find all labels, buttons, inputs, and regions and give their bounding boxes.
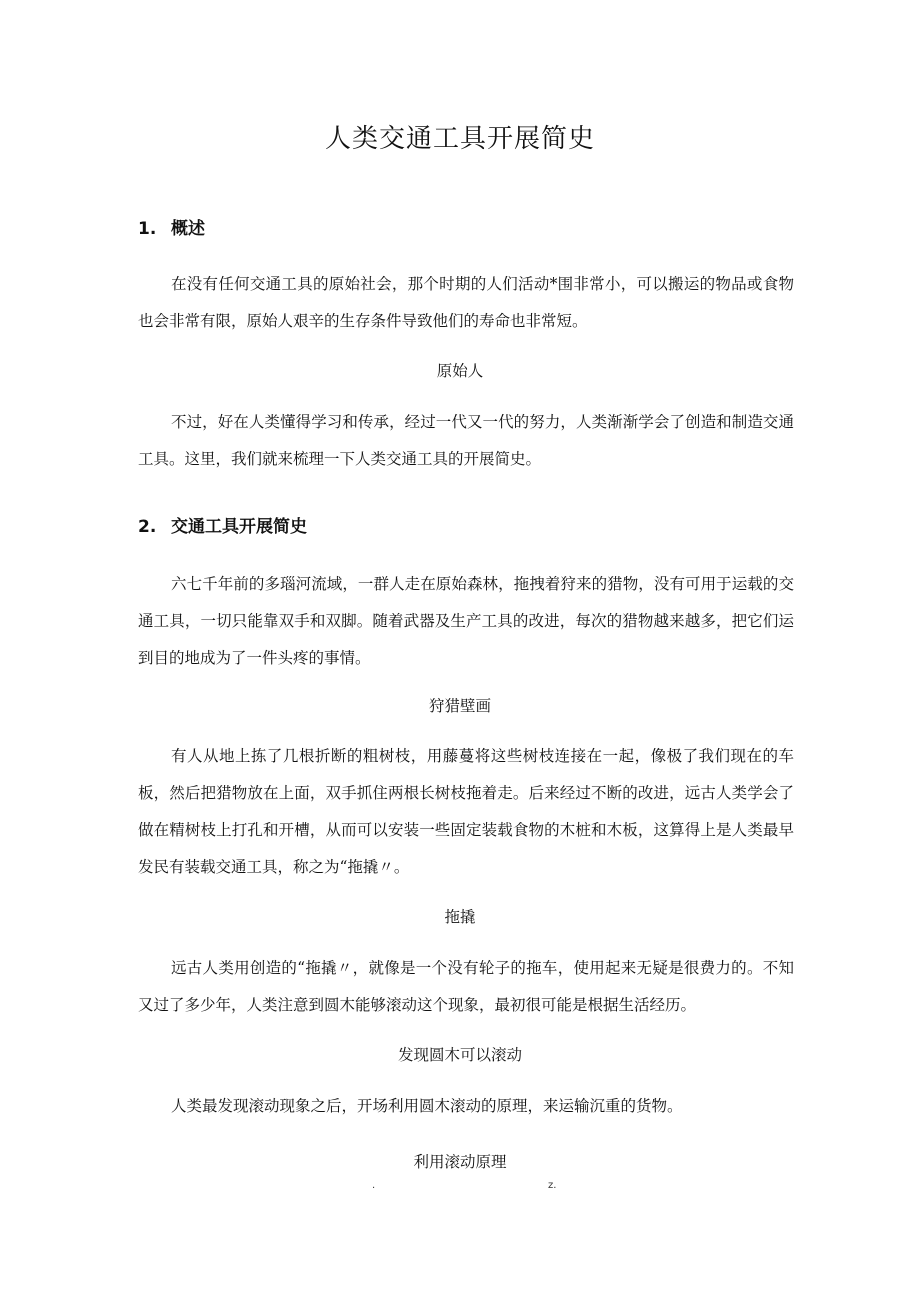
section-number: 2. [138, 517, 157, 537]
paragraph-5: 远古人类用创造的“拖撬〃，就像是一个没有轮子的拖车，使用起来无疑是很费力的。不知又过了多少年，人类注意到圆木能够滚动这个现象，最初很可能是根据生活经历。 [138, 959, 794, 1014]
paragraph-4: 有人从地上拣了几根折断的粗树枝，用藤蔓将这些树枝连接在一起，像极了我们现在的车板，然后把猎物放在上面，双手抓住两根长树枝拖着走。后来经过不断的改进，远古人类学会了做在精树枝上打孔和开槽，从而可以安装一些固定装载食物的木桩和木板，这算得上是人类最早发民有装载交通工具，称之为“拖撬〃。 [138, 747, 794, 876]
figure-caption-rolling-principle: 利用滚动原理 [413, 1153, 507, 1171]
section-heading-overview [138, 214, 205, 239]
paragraph-3: 六七千年前的多瑙河流域，一群人走在原始森林，拖拽着狩来的猎物，没有可用于运载的交通工具，一切只能靠双手和双脚。随着武器及生产工具的改进，每次的猎物越来越多，把它们运到目的地成为了一件头疼的事情。 [138, 575, 794, 667]
figure-caption-sledge: 拖撬 [444, 908, 476, 926]
paragraph-6: 人类最发现滚动现象之后，开场利用圆木滚动的原理，来运输沉重的货物。 [171, 1097, 683, 1115]
footer-right-mark: z. [548, 1180, 557, 1191]
paragraph-1: 在没有任何交通工具的原始社会，那个时期的人们活动*围非常小，可以搬运的物品或食物也会非常有限，原始人艰辛的生存条件导致他们的寿命也非常短。 [138, 275, 794, 330]
footer-left-mark: . [372, 1180, 376, 1191]
figure-caption-hunting-mural: 狩猎壁画 [428, 697, 491, 715]
figure-caption-rolling-log: 发现圆木可以滚动 [397, 1046, 522, 1064]
section-number: 1. [138, 219, 157, 239]
paragraph-2: 不过，好在人类懂得学习和传承，经过一代又一代的努力，人类渐渐学会了创造和制造交通工具。这里，我们就来梳理一下人类交通工具的开展简史。 [138, 413, 794, 468]
figure-caption-primitive-man: 原始人 [436, 362, 484, 380]
section-title: 概述 [171, 219, 205, 239]
document-title: 人类交通工具开展简史 [324, 124, 595, 154]
section-heading-history [138, 512, 307, 537]
section-title: 交通工具开展简史 [171, 517, 307, 537]
